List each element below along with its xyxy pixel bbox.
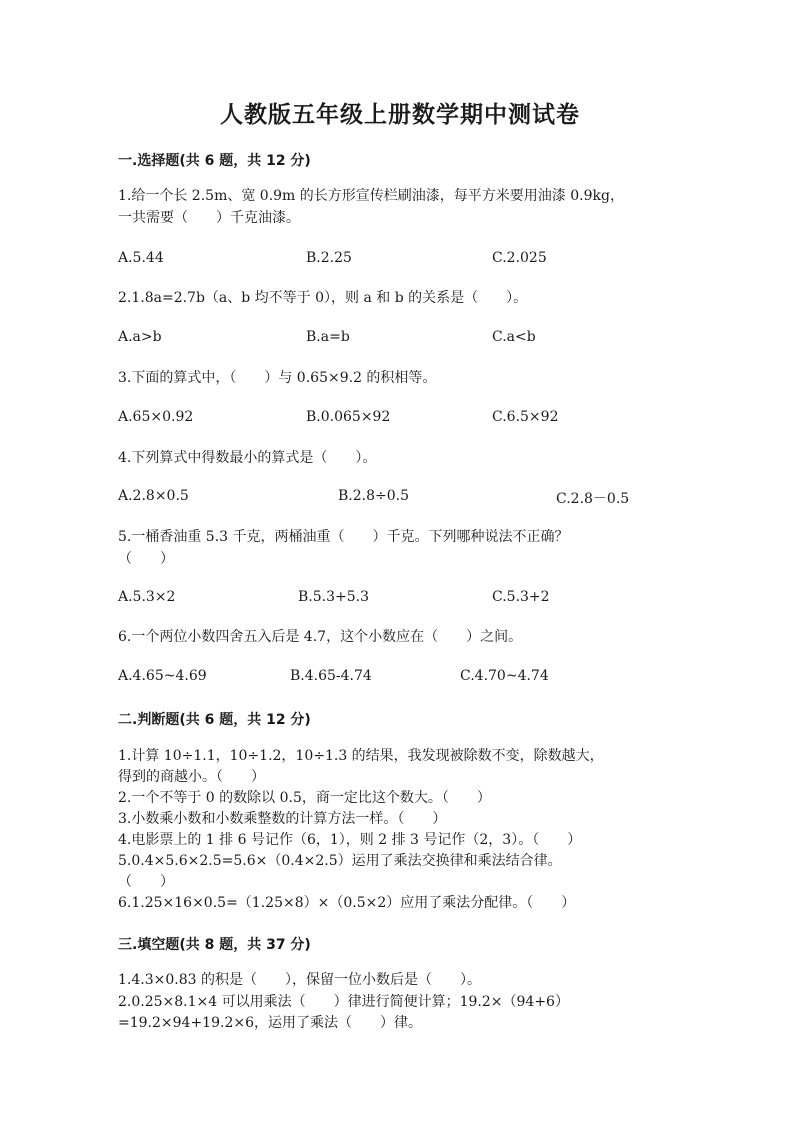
option-c: C.a<b [492, 329, 536, 345]
question-text: 5.一桶香油重 5.3 千克，两桶油重（ ）千克。下列哪种说法不正确？ [118, 529, 569, 545]
section-heading-judgement: 二.判断题(共 6 题，共 12 分) [118, 712, 311, 728]
option-a: A.2.8×0.5 [118, 488, 189, 504]
option-b: B.2.25 [306, 250, 352, 266]
option-b: B.a=b [306, 329, 350, 345]
option-a: A.a>b [118, 329, 162, 345]
option-b: B.5.3+5.3 [298, 589, 369, 605]
page-title: 人教版五年级上册数学期中测试卷 [220, 101, 580, 128]
question-text: 一共需要（ ）千克油漆。 [118, 210, 300, 226]
question-text: 4.电影票上的 1 排 6 号记作（6，1），则 2 排 3 号记作（2，3）。（ ） [118, 832, 582, 848]
option-a: A.65×0.92 [118, 409, 194, 425]
option-c: C.6.5×92 [492, 409, 559, 425]
question-text: 1.计算 10÷1.1，10÷1.2，10÷1.3 的结果，我发现被除数不变，除数越大， [118, 748, 604, 764]
option-a: A.5.44 [118, 250, 164, 266]
question-text: =19.2×94+19.2×6，运用了乘法（ ）律。 [118, 1015, 422, 1031]
question-text: 2.1.8a=2.7b（a、b 均不等于 0），则 a 和 b 的关系是（ ）。 [118, 290, 528, 306]
option-b: B.4.65-4.74 [290, 668, 372, 684]
option-c: C.4.70~4.74 [460, 668, 549, 684]
option-b: B.0.065×92 [306, 409, 391, 425]
question-text: （ ） [118, 874, 174, 890]
question-text: 1.4.3×0.83 的积是（ ），保留一位小数后是（ ）。 [118, 972, 481, 988]
option-c: C.2.8－0.5 [556, 491, 630, 507]
question-text: 6.1.25×16×0.5=（1.25×8）×（0.5×2）应用了乘法分配律。（ ） [118, 895, 576, 911]
question-text: 1.给一个长 2.5m、宽 0.9m 的长方形宣传栏刷油漆，每平方米要用油漆 0.9kg， [118, 188, 624, 204]
option-a: A.5.3×2 [118, 589, 176, 605]
question-text: 得到的商越小。（ ） [118, 769, 265, 785]
question-text: 2.一个不等于 0 的数除以 0.5，商一定比这个数大。（ ） [118, 790, 491, 806]
question-text: 5.0.4×5.6×2.5=5.6×（0.4×2.5）运用了乘法交换律和乘法结合律。 [118, 853, 562, 869]
option-a: A.4.65~4.69 [118, 668, 207, 684]
question-text: 3.下面的算式中，（ ）与 0.65×9.2 的积相等。 [118, 370, 437, 386]
section-heading-fill-blank: 三.填空题(共 8 题，共 37 分) [118, 937, 311, 953]
option-c: C.5.3+2 [492, 589, 550, 605]
section-heading-choice: 一.选择题(共 6 题，共 12 分) [118, 153, 311, 169]
question-text: 6.一个两位小数四舍五入后是 4.7，这个小数应在（ ）之间。 [118, 629, 523, 645]
option-b: B.2.8÷0.5 [338, 488, 409, 504]
question-text: 2.0.25×8.1×4 可以用乘法（ ）律进行简便计算；19.2×（94+6） [118, 994, 569, 1010]
question-text: 3.小数乘小数和小数乘整数的计算方法一样。（ ） [118, 811, 447, 827]
question-text: （ ） [118, 551, 174, 567]
question-text: 4.下列算式中得数最小的算式是（ ）。 [118, 450, 377, 466]
option-c: C.2.025 [492, 250, 547, 266]
